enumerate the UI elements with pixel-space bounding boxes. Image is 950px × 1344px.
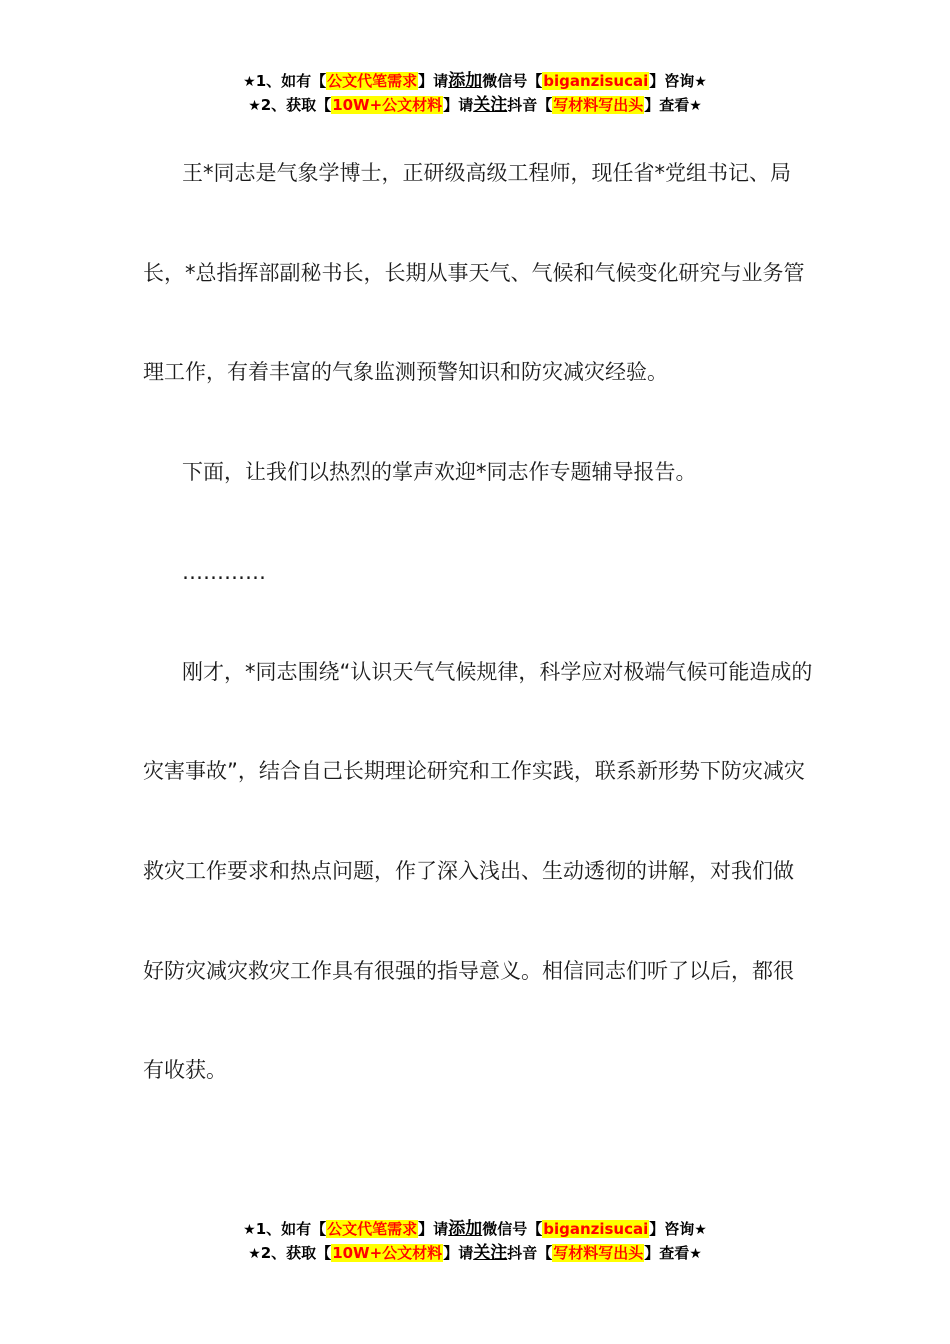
banner-text: 1、如有【	[255, 72, 327, 90]
paragraph-welcome: 下面，让我们以热烈的掌声欢迎*同志作专题辅导报告。	[182, 460, 697, 485]
banner-text: 】查看	[644, 1244, 690, 1262]
banner-text: 】请	[418, 72, 449, 90]
banner-text: 微信号【	[482, 72, 543, 90]
star-icon: ★	[243, 74, 256, 90]
footer-banner	[0, 1218, 950, 1266]
banner-line-2	[0, 94, 950, 118]
star-icon: ★	[248, 98, 261, 114]
banner-line-2	[0, 1242, 950, 1266]
wechat-id: biganzisucai	[543, 72, 649, 90]
banner-highlight: 公文代笔需求	[327, 1220, 418, 1238]
banner-text: 抖音【	[507, 1244, 553, 1262]
wechat-id: biganzisucai	[543, 1220, 649, 1238]
banner-emphasis: 关注	[473, 1243, 508, 1263]
banner-text: 】查看	[644, 96, 690, 114]
banner-text: 微信号【	[482, 1220, 543, 1238]
star-icon: ★	[689, 1246, 702, 1262]
banner-emphasis: 添加	[448, 1219, 483, 1239]
banner-line-1	[0, 70, 950, 94]
star-icon: ★	[243, 1222, 256, 1238]
star-icon: ★	[694, 1222, 707, 1238]
banner-line-1	[0, 1218, 950, 1242]
banner-text: 1、如有【	[255, 1220, 327, 1238]
banner-emphasis: 添加	[448, 71, 483, 91]
douyin-account: 写材料写出头	[553, 96, 644, 114]
banner-emphasis: 关注	[473, 95, 508, 115]
star-icon: ★	[248, 1246, 261, 1262]
document-body	[143, 124, 813, 1121]
paragraph-ellipsis: …………	[182, 559, 266, 584]
star-icon: ★	[694, 74, 707, 90]
banner-text: 】咨询	[649, 72, 695, 90]
banner-highlight: 10W+公文材料	[332, 96, 443, 114]
banner-text: 】请	[443, 1244, 474, 1262]
douyin-account: 写材料写出头	[553, 1244, 644, 1262]
banner-highlight: 公文代笔需求	[327, 72, 418, 90]
header-banner	[0, 70, 950, 118]
star-icon: ★	[689, 98, 702, 114]
banner-text: 】请	[418, 1220, 449, 1238]
banner-text: 】咨询	[649, 1220, 695, 1238]
banner-text: 2、获取【	[260, 1244, 332, 1262]
banner-highlight: 10W+公文材料	[332, 1244, 443, 1262]
banner-text: 2、获取【	[260, 96, 332, 114]
paragraph-introduction: 王*同志是气象学博士，正研级高级工程师，现任省*党组书记、局长，*总指挥部副秘书长，长期从事天气、气候和气候变化研究与业务管理工作，有着丰富的气象监测预警知识和防灾减灾经验。	[143, 161, 805, 385]
paragraph-summary: 刚才，*同志围绕“认识天气气候规律，科学应对极端气候可能造成的灾害事故”，结合自己长期理论研究和工作实践，联系新形势下防灾减灾救灾工作要求和热点问题，作了深入浅出、生动透彻的讲解，对我们做好防灾减灾救灾工作具有很强的指导意义。相信同志们听了以后，都很有收获。	[143, 659, 813, 1083]
banner-text: 】请	[443, 96, 474, 114]
banner-text: 抖音【	[507, 96, 553, 114]
